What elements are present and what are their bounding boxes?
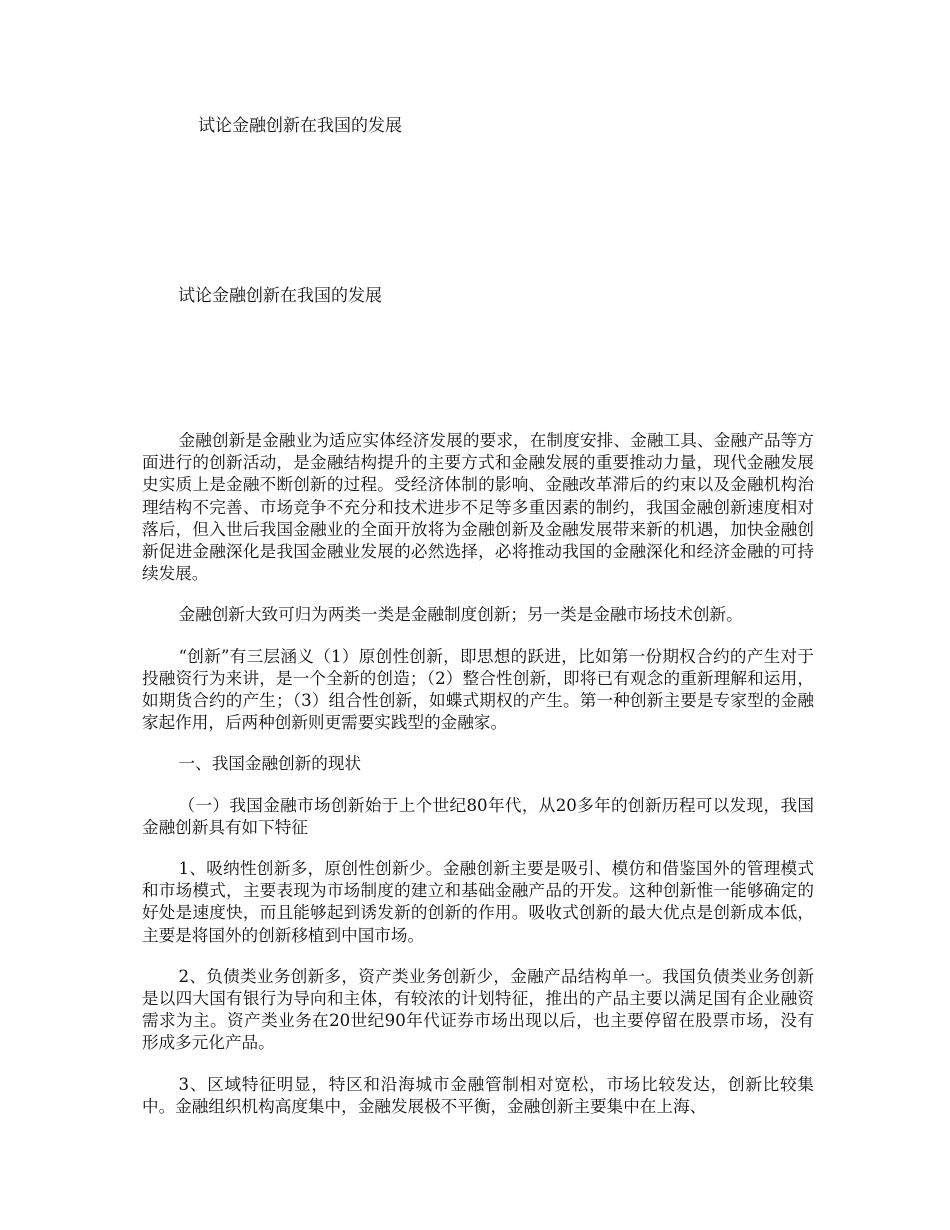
subsection-heading: （一）我国金融市场创新始于上个世纪80年代，从20多年的创新历程可以发现，我国金融创新具有如下特征 [142, 795, 814, 837]
paragraph-intro: 金融创新是金融业为适应实体经济发展的要求，在制度安排、金融工具、金融产品等方面进行的创新活动，是金融结构提升的主要方式和金融发展的重要推动力量，现代金融发展史实质上是金融不断创新的过程。受经济体制的影响、金融改革滞后的约束以及金融机构治理结构不完善、市场竞争不充分和技术进步不足等多重因素的制约，我国金融创新速度相对落后，但入世后我国金融业的全面开放将为金融创新及金融发展带来新的机遇，加快金融创新促进金融深化是我国金融业发展的必然选择，必将推动我国的金融深化和经济金融的可持续发展。 [142, 431, 814, 584]
paragraph-point-1: 1、吸纳性创新多，原创性创新少。金融创新主要是吸引、模仿和借鉴国外的管理模式和市场模式，主要表现为市场制度的建立和基础金融产品的开发。这种创新惟一能够确定的好处是速度快，而且能够起到诱发新的创新的作用。吸收式创新的最大优点是创新成本低，主要是将国外的创新移植到中国市场。 [142, 859, 814, 945]
paragraph-point-2: 2、负债类业务创新多，资产类业务创新少，金融产品结构单一。我国负债类业务创新是以四大国有银行为导向和主体，有较浓的计划特征，推出的产品主要以满足国有企业融资需求为主。资产类业务在20世纪90年代证券市场出现以后，也主要停留在股票市场，没有形成多元化产品。 [142, 966, 814, 1053]
section-heading: 一、我国金融创新的现状 [178, 754, 362, 774]
cover-title: 试论金融创新在我国的发展 [198, 116, 402, 136]
document-title: 试论金融创新在我国的发展 [178, 286, 382, 306]
paragraph-categories: 金融创新大致可归为两类一类是金融制度创新；另一类是金融市场技术创新。 [178, 605, 743, 625]
paragraph-meanings: “创新”有三层涵义（1）原创性创新，即思想的跃进，比如第一份期权合约的产生对于投融资行为来讲，是一个全新的创造；（2）整合性创新，即将已有观念的重新理解和运用，如期货合约的产生；（3）组合性创新，如蝶式期权的产生。第一种创新主要是专家型的金融家起作用，后两种创新则更需要实践型的金融家。 [142, 646, 814, 733]
document-body [142, 430, 814, 1137]
paragraph-point-3: 3、区域特征明显，特区和沿海城市金融管制相对宽松，市场比较发达，创新比较集中。金融组织机构高度集中，金融发展极不平衡，金融创新主要集中在上海、 [142, 1074, 814, 1116]
